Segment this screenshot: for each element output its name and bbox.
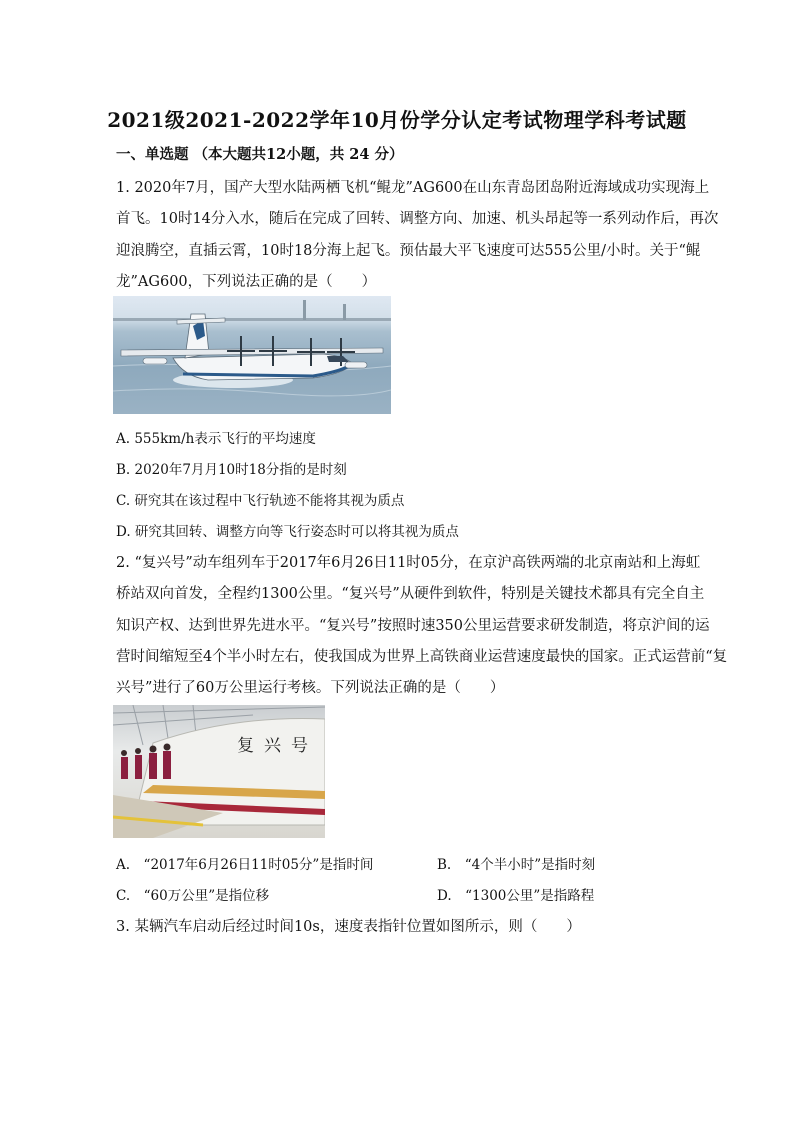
q1-option-c: C. 研究其在该过程中飞行轨迹不能将其视为质点 (116, 493, 405, 509)
q2-option-b: B. “4个半小时”是指时刻 (437, 857, 596, 873)
q2-option-c: C. “60万公里”是指位移 (116, 888, 270, 904)
q2-option-a: A. “2017年6月26日11时05分”是指时间 (116, 857, 374, 873)
train-illustration (113, 705, 325, 838)
question-2-line: 营时间缩短至4个半小时左右，使我国成为世界上高铁商业运营速度最快的国家。正式运营前“复 (116, 649, 728, 665)
q1-option-b: B. 2020年7月月10时18分指的是时刻 (116, 462, 347, 478)
section-heading: 一、单选题 （本大题共12小题，共 24 分） (116, 146, 404, 163)
q1-option-d: D. 研究其回转、调整方向等飞行姿态时可以将其视为质点 (116, 524, 459, 540)
seaplane-photo (113, 296, 391, 414)
fuxing-train-photo (113, 705, 325, 838)
question-2-line: 桥站双向首发，全程约1300公里。“复兴号”从硬件到软件，特别是关键技术都具有完全自主 (116, 586, 705, 602)
question-3-line: 3. 某辆汽车启动后经过时间10s，速度表指针位置如图所示，则（ ） (116, 919, 581, 935)
question-1-line: 龙”AG600，下列说法正确的是（ ） (116, 274, 377, 290)
page-title: 2021级2021-2022学年10月份学分认定考试物理学科考试题 (107, 108, 687, 132)
seaplane-illustration (113, 296, 391, 414)
q1-option-a: A. 555km/h表示飞行的平均速度 (116, 431, 316, 447)
question-1-line: 1. 2020年7月，国产大型水陆两栖飞机“鲲龙”AG600在山东青岛团岛附近海域成功实现海上 (116, 180, 710, 196)
train-name-label: 复兴号 (237, 736, 318, 756)
question-1-line: 迎浪腾空，直插云霄，10时18分海上起飞。预估最大平飞速度可达555公里/小时。关于“鲲 (116, 243, 701, 259)
q2-option-d: D. “1300公里”是指路程 (437, 888, 595, 904)
question-2-line: 2. “复兴号”动车组列车于2017年6月26日11时05分，在京沪高铁两端的北京南站和上海虹 (116, 555, 701, 571)
question-1-line: 首飞。10时14分入水，随后在完成了回转、调整方向、加速、机头昂起等一系列动作后，再次 (116, 211, 719, 227)
question-2-line: 兴号”进行了60万公里运行考核。下列说法正确的是（ ） (116, 680, 505, 696)
question-2-line: 知识产权、达到世界先进水平。“复兴号”按照时速350公里运营要求研发制造，将京沪间的运 (116, 618, 710, 634)
